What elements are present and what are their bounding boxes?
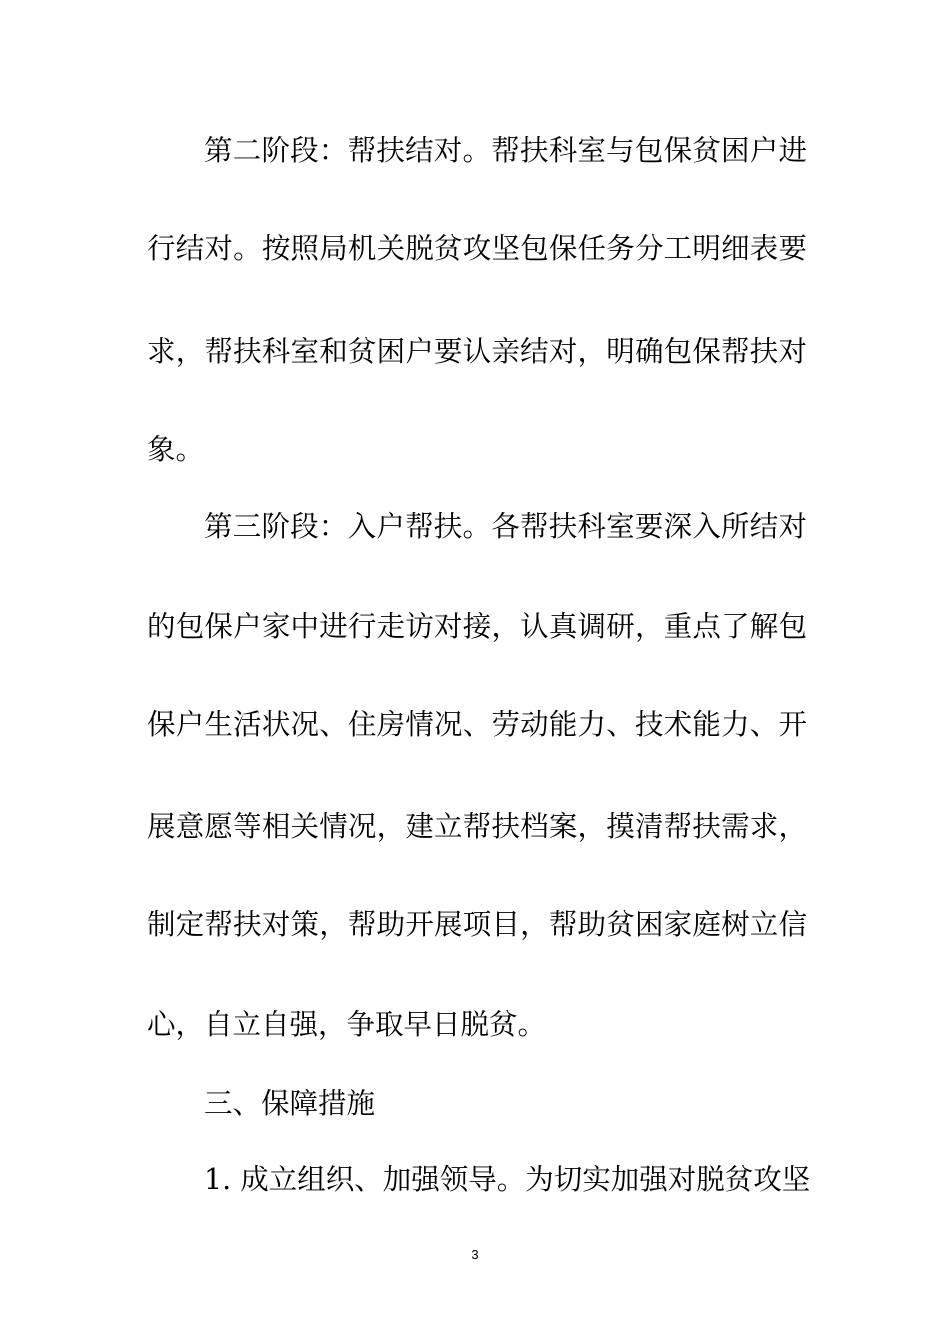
paragraph-stage-three-line-1: 第三阶段：入户帮扶。各帮扶科室要深入所结对 — [204, 510, 807, 543]
paragraph-stage-two-line-2: 行结对。按照局机关脱贫攻坚包保任务分工明细表要 — [147, 232, 807, 265]
paragraph-stage-two-line-1: 第二阶段：帮扶结对。帮扶科室与包保贫困户进 — [204, 134, 807, 167]
paragraph-stage-three-line-4: 展意愿等相关情况，建立帮扶档案，摸清帮扶需求， — [147, 810, 807, 843]
paragraph-item-1-line-1: 1. 成立组织、加强领导。为切实加强对脱贫攻坚 — [204, 1163, 811, 1196]
paragraph-stage-three-line-5: 制定帮扶对策，帮助开展项目，帮助贫困家庭树立信 — [147, 908, 807, 941]
paragraph-stage-two-line-4: 象。 — [147, 433, 205, 466]
page-number: 3 — [471, 1247, 479, 1262]
paragraph-stage-three-line-6: 心，自立自强，争取早日脱贫。 — [147, 1008, 547, 1041]
section-heading-safeguards: 三、保障措施 — [204, 1087, 376, 1120]
paragraph-stage-three-line-3: 保户生活状况、住房情况、劳动能力、技术能力、开 — [147, 708, 807, 741]
paragraph-stage-two-line-3: 求，帮扶科室和贫困户要认亲结对，明确包保帮扶对 — [147, 335, 807, 368]
paragraph-stage-three-line-2: 的包保户家中进行走访对接，认真调研，重点了解包 — [147, 610, 807, 643]
